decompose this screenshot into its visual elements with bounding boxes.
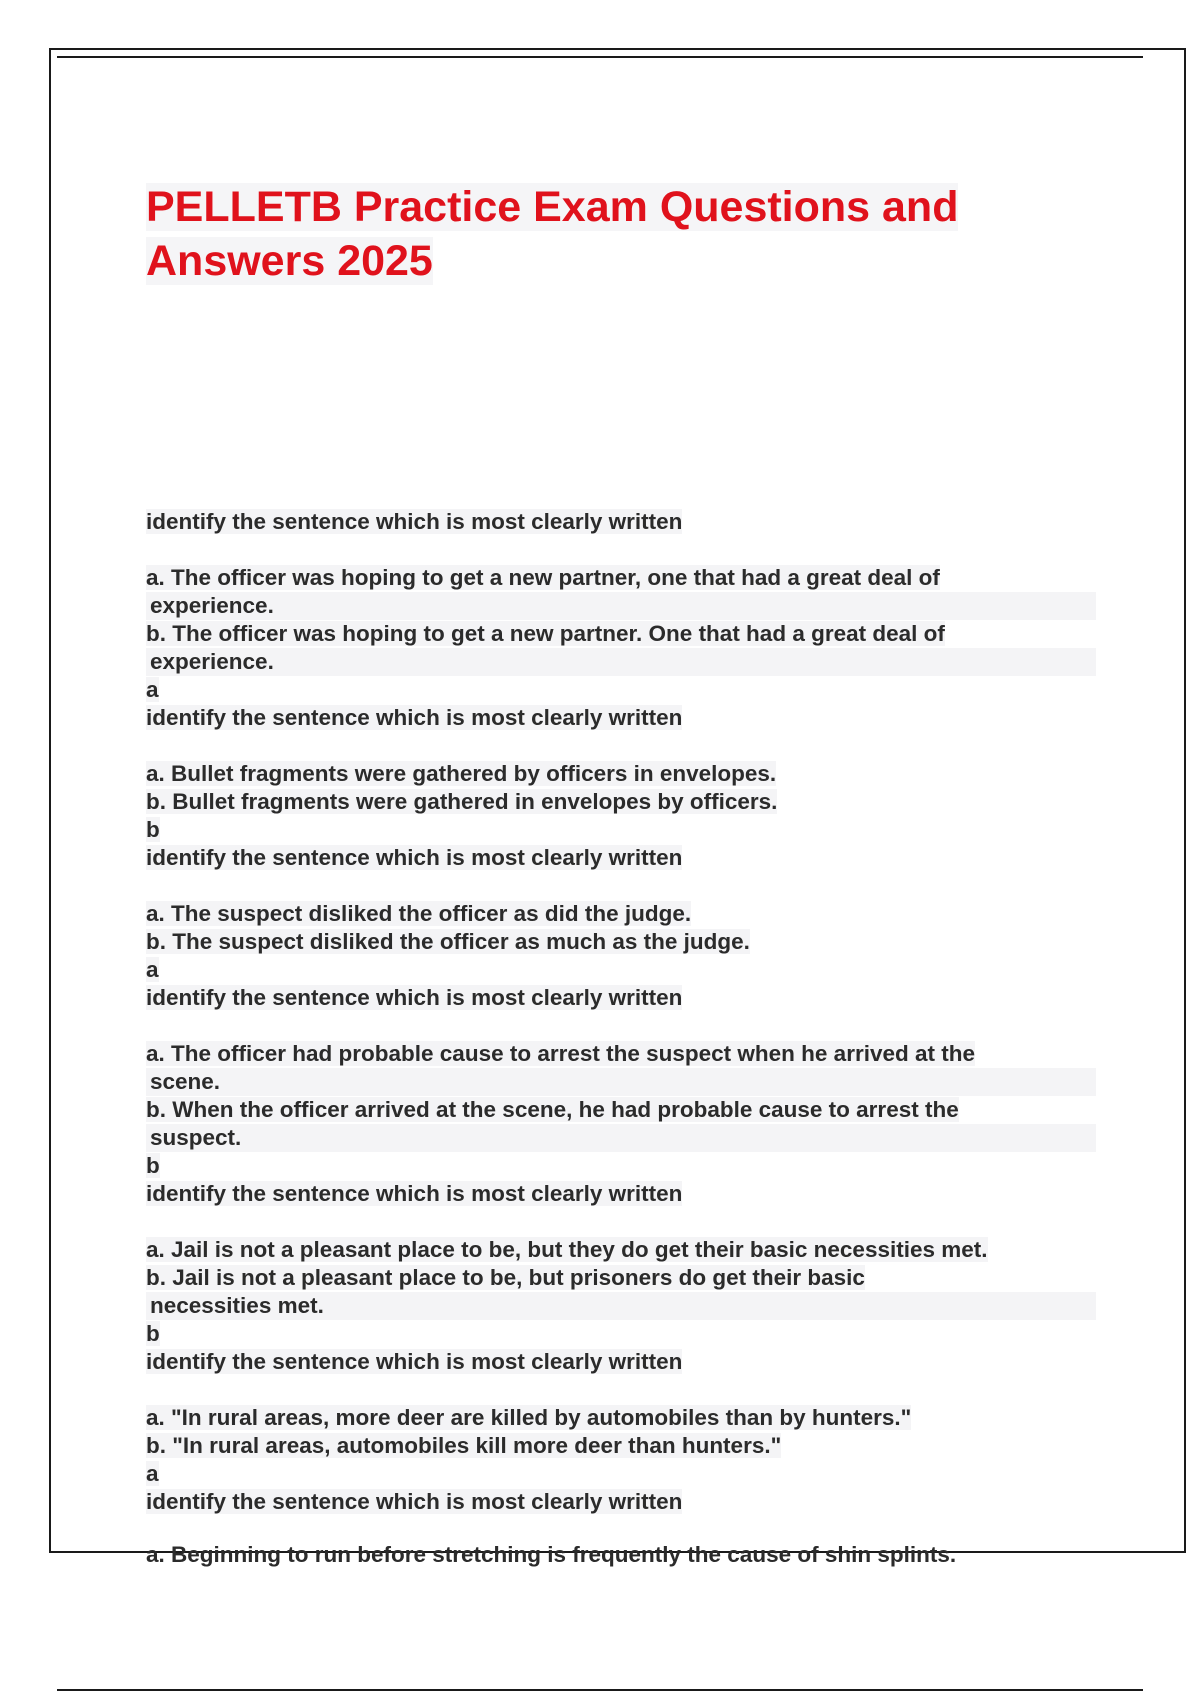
question-block: [146, 844, 1096, 984]
answer: a: [146, 957, 159, 982]
answer: a: [146, 1461, 159, 1486]
option-a: a. The officer had probable cause to arrest the suspect when he arrived at the scene.: [146, 1040, 1096, 1096]
document-title: [146, 180, 1046, 288]
option-b: b. The suspect disliked the officer as much as the judge.: [146, 929, 750, 954]
question-block: [146, 1348, 1096, 1488]
title-line-2: Answers 2025: [146, 237, 433, 285]
question-block: [146, 704, 1096, 844]
question-prompt: identify the sentence which is most clearly written: [146, 1181, 683, 1206]
question-prompt: identify the sentence which is most clearly written: [146, 509, 683, 534]
option-a-overflow: a. Beginning to run before stretching is frequently the cause of shin splints.: [146, 1542, 957, 1567]
answer: b: [146, 1321, 160, 1346]
answer: b: [146, 817, 160, 842]
option-a: a. The suspect disliked the officer as did the judge.: [146, 901, 692, 926]
question-block: [146, 984, 1096, 1180]
question-prompt: identify the sentence which is most clearly written: [146, 1489, 683, 1514]
question-prompt: identify the sentence which is most clearly written: [146, 705, 683, 730]
option-a: a. Bullet fragments were gathered by officers in envelopes.: [146, 761, 777, 786]
option-a: a. "In rural areas, more deer are killed by automobiles than by hunters.": [146, 1405, 912, 1430]
question-block: [146, 1488, 1096, 1516]
question-block: [146, 508, 1096, 704]
title-line-1: PELLETB Practice Exam Questions and: [146, 183, 959, 231]
option-b: b. The officer was hoping to get a new partner. One that had a great deal of experience.: [146, 620, 1096, 676]
bottom-rule: [57, 1689, 1143, 1691]
option-a: a. Jail is not a pleasant place to be, but they do get their basic necessities met.: [146, 1237, 988, 1262]
question-prompt: identify the sentence which is most clearly written: [146, 985, 683, 1010]
option-b: b. "In rural areas, automobiles kill more deer than hunters.": [146, 1433, 782, 1458]
question-block: [146, 1180, 1096, 1348]
top-rule: [57, 56, 1143, 58]
option-a: a. The officer was hoping to get a new partner, one that had a great deal of experience.: [146, 564, 1096, 620]
option-b: b. Jail is not a pleasant place to be, but prisoners do get their basic necessities met.: [146, 1264, 1096, 1320]
question-prompt: identify the sentence which is most clearly written: [146, 1349, 683, 1374]
answer: b: [146, 1153, 160, 1178]
question-prompt: identify the sentence which is most clearly written: [146, 845, 683, 870]
answer: a: [146, 677, 159, 702]
questions-list: [146, 508, 1096, 1516]
option-b: b. When the officer arrived at the scene, he had probable cause to arrest the suspect.: [146, 1096, 1096, 1152]
option-b: b. Bullet fragments were gathered in envelopes by officers.: [146, 789, 778, 814]
